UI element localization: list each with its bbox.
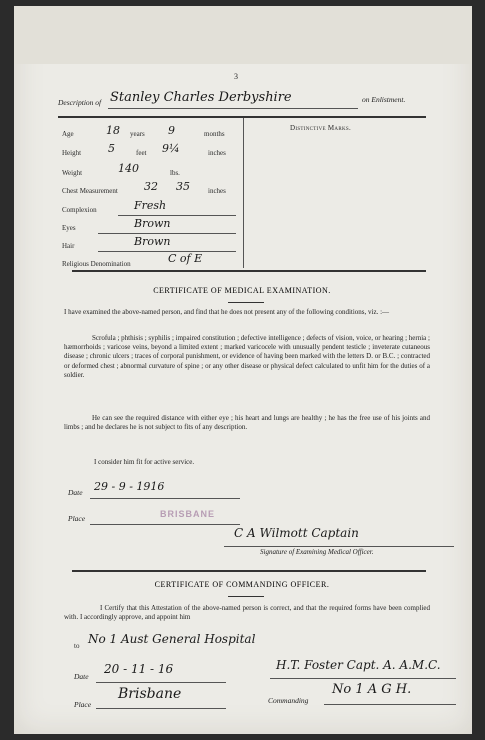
commanding-date-label: Date (74, 672, 89, 681)
age-months: 9 (168, 124, 175, 137)
description-label: Description of (58, 98, 102, 107)
commanding-place: Brisbane (118, 686, 182, 702)
medical-bottom-rule (72, 570, 426, 572)
weight-label: Weight (62, 169, 83, 177)
commanding-date: 20 - 11 - 16 (104, 662, 174, 676)
lbs-label: lbs. (170, 169, 180, 177)
age-label: Age (62, 130, 74, 138)
religion-value: C of E (168, 252, 203, 265)
medical-title: CERTIFICATE OF MEDICAL EXAMINATION. (153, 286, 331, 295)
height-inches: 9¼ (162, 142, 180, 155)
chest-max: 35 (176, 180, 190, 193)
height-feet: 5 (108, 142, 115, 155)
commanding-text: I Certify that this Attestation of the above-named person is correct, and that the required forms have been complied with. I accordingly approve, and appoint him (64, 604, 430, 622)
page-header-strip (14, 6, 472, 64)
chest-label: Chest Measurement (62, 187, 118, 195)
hair-label: Hair (62, 242, 75, 250)
appoint-to-unit: No 1 Aust General Hospital (88, 632, 256, 646)
chest-min: 32 (144, 180, 158, 193)
medical-officer-signature: C A Wilmott Captain (234, 526, 359, 540)
medical-date: 29 - 9 - 1916 (94, 480, 165, 493)
medical-intro: I have examined the above-named person, and find that he does not present any of the following conditions, viz. :— (64, 308, 390, 316)
description-suffix: on Enlistment. (362, 95, 406, 104)
physical-bottom-rule (72, 270, 426, 272)
eyes-value: Brown (134, 217, 171, 230)
medical-conditions: Scrofula ; phthisis ; syphilis ; impaired constitution ; defective intelligence ; defects of vision, voice, or hearing ; hernia ; hæmorrhoids ; varicose veins, beyond a limited extent ; marked varicocele with unusually pendent testicle ; inveterate cutaneous disease ; chronic ulcers ; traces of corporal punishment, or evidence of having been marked with the letters D. or B.C. ; contracted or deformed chest ; abnormal curvature of spine ; or any other disease or physical defect calculated to unfit him for the duties of a soldier. (64, 334, 430, 379)
medical-title-divider (228, 302, 264, 303)
commanding-unit: No 1 A G H. (332, 682, 412, 697)
distinctive-marks-label: Distinctive Marks. (290, 124, 352, 132)
feet-label: feet (136, 149, 147, 157)
physical-description-box (58, 118, 244, 268)
years-label: years (130, 130, 145, 138)
medical-place-label: Place (68, 514, 86, 523)
chest-inches-label: inches (208, 187, 226, 195)
medical-date-label: Date (68, 488, 83, 497)
commanding-place-label: Place (74, 700, 92, 709)
age-years: 18 (106, 124, 120, 137)
medical-sight: He can see the required distance with either eye ; his heart and lungs are healthy ; he has the free use of his joints and limbs ; and he declares he is not subject to fits of any description. (64, 414, 430, 432)
religion-label: Religious Denomination (62, 260, 131, 268)
complexion-value: Fresh (134, 199, 167, 212)
commanding-officer-signature: H.T. Foster Capt. A. A.M.C. (276, 658, 441, 672)
page-number: 3 (234, 72, 238, 81)
medical-fit: I consider him fit for active service. (94, 458, 195, 466)
appoint-to-label: to (74, 642, 80, 650)
height-label: Height (62, 149, 82, 157)
commanding-title-divider (228, 596, 264, 597)
commanding-unit-label: Commanding (268, 696, 309, 705)
soldier-name: Stanley Charles Derbyshire (110, 90, 292, 105)
commanding-title: CERTIFICATE OF COMMANDING OFFICER. (154, 580, 330, 589)
hair-value: Brown (134, 235, 171, 248)
inches-label: inches (208, 149, 226, 157)
medical-signature-label: Signature of Examining Medical Officer. (260, 548, 374, 556)
eyes-label: Eyes (62, 224, 76, 232)
brisbane-stamp: BRISBANE (160, 509, 216, 519)
months-label: months (204, 130, 225, 138)
complexion-label: Complexion (62, 206, 97, 214)
document-page (14, 6, 472, 734)
weight-value: 140 (118, 162, 139, 175)
